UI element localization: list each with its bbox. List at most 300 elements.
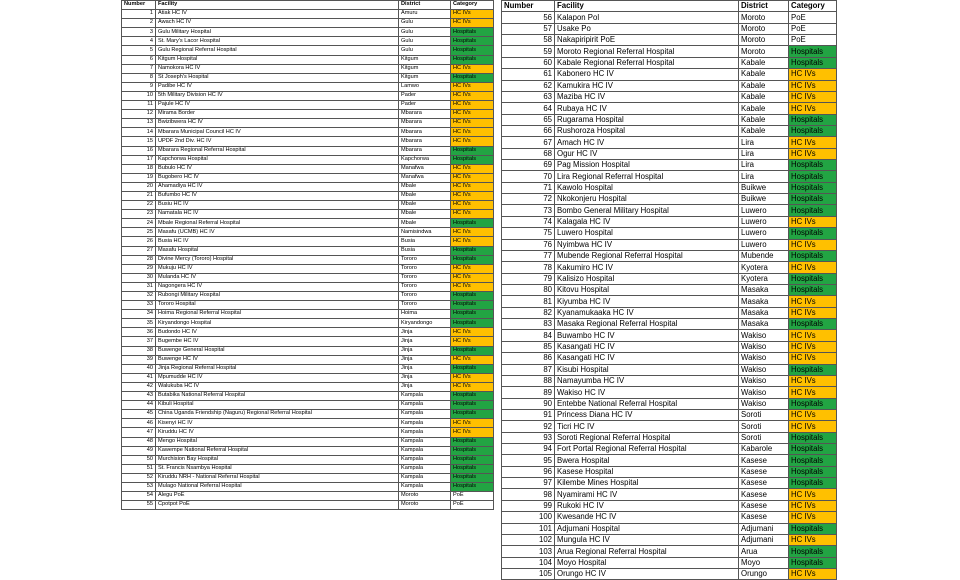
header-category: Category: [451, 1, 494, 10]
cell-facility: Mbarara Regional Referral Hospital: [156, 146, 399, 155]
table-row: [122, 191, 494, 200]
cell-number: 35: [122, 319, 156, 328]
table-row: [502, 182, 837, 193]
cell-district: Mubende: [739, 250, 789, 261]
cell-facility: Alegu PoE: [156, 492, 399, 501]
cell-number: 42: [122, 382, 156, 391]
cell-category: HC IVs: [451, 428, 494, 437]
cell-district: Kasese: [739, 500, 789, 511]
cell-district: Kasese: [739, 455, 789, 466]
table-row: [502, 12, 837, 23]
table-header-row: [122, 1, 494, 10]
cell-category: HC IVs: [451, 382, 494, 391]
cell-category: HC IVs: [789, 409, 837, 420]
cell-category: HC IVs: [789, 239, 837, 250]
cell-facility: Nyimbwa HC IV: [555, 239, 739, 250]
cell-category: HC IVs: [451, 173, 494, 182]
table-row: [122, 37, 494, 46]
table-row: [122, 237, 494, 246]
table-row: [502, 171, 837, 182]
cell-facility: Kakumiro HC IV: [555, 262, 739, 273]
cell-category: HC IVs: [451, 355, 494, 364]
table-row: [122, 255, 494, 264]
cell-facility: Kiruddu HC IV: [156, 428, 399, 437]
cell-facility: Mulago National Referral Hospital: [156, 482, 399, 491]
cell-category: HC IVs: [789, 568, 837, 579]
table-row: [502, 35, 837, 46]
cell-category: HC IVs: [789, 421, 837, 432]
cell-category: HC IVs: [789, 307, 837, 318]
cell-district: Lira: [739, 137, 789, 148]
cell-number: 98: [502, 489, 555, 500]
cell-number: 61: [502, 69, 555, 80]
cell-district: Moroto: [399, 492, 451, 501]
cell-number: 31: [122, 282, 156, 291]
cell-number: 55: [122, 501, 156, 510]
cell-category: Hospitals: [789, 546, 837, 557]
cell-number: 80: [502, 284, 555, 295]
table-row: [502, 103, 837, 114]
cell-category: Hospitals: [451, 464, 494, 473]
cell-facility: Bufumbo HC IV: [156, 191, 399, 200]
cell-facility: Soroti Regional Referral Hospital: [555, 432, 739, 443]
cell-category: Hospitals: [789, 319, 837, 330]
header-number: Number: [122, 1, 156, 10]
cell-category: HC IVs: [789, 534, 837, 545]
cell-district: Mbale: [399, 191, 451, 200]
cell-district: Mbale: [399, 182, 451, 191]
cell-district: Mbale: [399, 210, 451, 219]
cell-facility: Wakiso HC IV: [555, 387, 739, 398]
table-row: [502, 46, 837, 57]
cell-facility: Bubulo HC IV: [156, 164, 399, 173]
cell-number: 9: [122, 82, 156, 91]
table-row: [122, 337, 494, 346]
table-row: [502, 319, 837, 330]
cell-facility: Buwenge General Hospital: [156, 346, 399, 355]
cell-category: Hospitals: [789, 284, 837, 295]
cell-number: 60: [502, 57, 555, 68]
cell-facility: Bombo General Military Hospital: [555, 205, 739, 216]
table-row: [502, 216, 837, 227]
cell-district: Tororo: [399, 255, 451, 264]
cell-number: 27: [122, 246, 156, 255]
cell-number: 93: [502, 432, 555, 443]
cell-facility: Kasese Hospital: [555, 466, 739, 477]
cell-number: 24: [122, 219, 156, 228]
cell-district: Namisindwa: [399, 228, 451, 237]
facility-table-left: [121, 0, 494, 510]
cell-facility: Masafu (UCMB) HC IV: [156, 228, 399, 237]
cell-number: 23: [122, 210, 156, 219]
table-row: [122, 101, 494, 110]
cell-number: 105: [502, 568, 555, 579]
table-row: [122, 319, 494, 328]
table-row: [122, 182, 494, 191]
cell-category: HC IVs: [789, 353, 837, 364]
table-header-row: [502, 1, 837, 12]
cell-facility: Nkokonjeru Hospital: [555, 194, 739, 205]
cell-category: PoE: [451, 492, 494, 501]
cell-category: HC IVs: [451, 228, 494, 237]
cell-facility: Gulu Military Hospital: [156, 28, 399, 37]
cell-district: Jinja: [399, 337, 451, 346]
cell-number: 97: [502, 478, 555, 489]
cell-facility: Butabika National Referral Hospital: [156, 392, 399, 401]
cell-facility: Kalisizo Hospital: [555, 273, 739, 284]
cell-facility: Bugembe HC IV: [156, 337, 399, 346]
table-row: [502, 80, 837, 91]
cell-category: Hospitals: [451, 73, 494, 82]
cell-category: Hospitals: [789, 398, 837, 409]
cell-facility: Walukuba HC IV: [156, 382, 399, 391]
cell-category: HC IVs: [789, 137, 837, 148]
header-facility: Facility: [555, 1, 739, 12]
cell-facility: Namatala HC IV: [156, 210, 399, 219]
cell-facility: Arua Regional Referral Hospital: [555, 546, 739, 557]
cell-category: HC IVs: [789, 375, 837, 386]
cell-number: 22: [122, 201, 156, 210]
cell-facility: Rubongi Military Hospital: [156, 292, 399, 301]
cell-district: Gulu: [399, 28, 451, 37]
cell-district: Kampala: [399, 464, 451, 473]
table-row: [122, 301, 494, 310]
cell-category: PoE: [789, 12, 837, 23]
cell-district: Jinja: [399, 382, 451, 391]
cell-number: 58: [502, 35, 555, 46]
cell-district: Busia: [399, 237, 451, 246]
cell-district: Wakiso: [739, 375, 789, 386]
cell-facility: Tororo Hospital: [156, 301, 399, 310]
table-row: [502, 489, 837, 500]
table-row: [502, 466, 837, 477]
table-row: [122, 473, 494, 482]
table-body-left: [122, 10, 494, 510]
cell-category: HC IVs: [451, 373, 494, 382]
cell-facility: Kitgum Hospital: [156, 55, 399, 64]
cell-district: Wakiso: [739, 364, 789, 375]
cell-number: 6: [122, 55, 156, 64]
cell-facility: Gulu Regional Referral Hospital: [156, 46, 399, 55]
cell-number: 103: [502, 546, 555, 557]
cell-district: Wakiso: [739, 387, 789, 398]
cell-category: Hospitals: [451, 319, 494, 328]
cell-district: Luwero: [739, 205, 789, 216]
table-row: [122, 492, 494, 501]
table-row: [122, 128, 494, 137]
cell-district: Adjumani: [739, 534, 789, 545]
table-row: [502, 160, 837, 171]
table-row: [502, 57, 837, 68]
table-row: [122, 392, 494, 401]
table-row: [502, 114, 837, 125]
cell-category: Hospitals: [451, 146, 494, 155]
table-row: [122, 173, 494, 182]
cell-facility: Masafu Hospital: [156, 246, 399, 255]
cell-category: Hospitals: [789, 273, 837, 284]
cell-facility: Busiu HC IV: [156, 201, 399, 210]
table-row: [122, 401, 494, 410]
cell-district: Kitgum: [399, 55, 451, 64]
cell-number: 52: [122, 473, 156, 482]
cell-number: 29: [122, 264, 156, 273]
cell-category: HC IVs: [451, 273, 494, 282]
cell-facility: Mungula HC IV: [555, 534, 739, 545]
cell-number: 32: [122, 292, 156, 301]
cell-category: HC IVs: [451, 137, 494, 146]
cell-category: HC IVs: [789, 489, 837, 500]
cell-number: 68: [502, 148, 555, 159]
cell-district: Jinja: [399, 373, 451, 382]
cell-category: HC IVs: [451, 419, 494, 428]
cell-number: 4: [122, 37, 156, 46]
cell-facility: Awach HC IV: [156, 19, 399, 28]
table-row: [502, 284, 837, 295]
cell-facility: Atiak HC IV: [156, 10, 399, 19]
cell-category: Hospitals: [451, 292, 494, 301]
cell-category: Hospitals: [789, 125, 837, 136]
cell-district: Kitgum: [399, 64, 451, 73]
cell-category: Hospitals: [789, 160, 837, 171]
table-body-right: [502, 12, 837, 580]
header-number: Number: [502, 1, 555, 12]
table-row: [122, 419, 494, 428]
cell-number: 65: [502, 114, 555, 125]
cell-district: Kampala: [399, 419, 451, 428]
cell-number: 51: [122, 464, 156, 473]
table-row: [502, 557, 837, 568]
cell-number: 38: [122, 346, 156, 355]
cell-district: Jinja: [399, 346, 451, 355]
cell-district: Moyo: [739, 557, 789, 568]
table-row: [122, 410, 494, 419]
table-row: [502, 341, 837, 352]
header-district: District: [739, 1, 789, 12]
cell-number: 72: [502, 194, 555, 205]
cell-number: 26: [122, 237, 156, 246]
cell-number: 66: [502, 125, 555, 136]
cell-district: Amuru: [399, 10, 451, 19]
cell-district: Kabale: [739, 125, 789, 136]
cell-number: 49: [122, 446, 156, 455]
table-row: [122, 210, 494, 219]
cell-number: 73: [502, 205, 555, 216]
cell-number: 70: [502, 171, 555, 182]
cell-district: Arua: [739, 546, 789, 557]
cell-district: Lira: [739, 171, 789, 182]
cell-facility: Bugobero HC IV: [156, 173, 399, 182]
cell-category: HC IVs: [451, 191, 494, 200]
cell-district: Soroti: [739, 421, 789, 432]
table-row: [122, 464, 494, 473]
cell-facility: St Joseph's Hospital: [156, 73, 399, 82]
cell-number: 100: [502, 512, 555, 523]
cell-district: Tororo: [399, 264, 451, 273]
cell-district: Moroto: [739, 35, 789, 46]
cell-district: Moroto: [739, 12, 789, 23]
cell-category: HC IVs: [451, 19, 494, 28]
cell-number: 50: [122, 455, 156, 464]
cell-district: Kabale: [739, 114, 789, 125]
cell-district: Wakiso: [739, 353, 789, 364]
cell-district: Gulu: [399, 46, 451, 55]
cell-number: 15: [122, 137, 156, 146]
cell-number: 11: [122, 101, 156, 110]
table-row: [122, 264, 494, 273]
cell-facility: Kibuli Hospital: [156, 401, 399, 410]
cell-category: Hospitals: [789, 46, 837, 57]
cell-category: Hospitals: [789, 194, 837, 205]
cell-district: Kampala: [399, 473, 451, 482]
cell-facility: Luwero Hospital: [555, 228, 739, 239]
cell-number: 77: [502, 250, 555, 261]
cell-facility: China Uganda Friendship (Naguru) Regional Referral Hospital: [156, 410, 399, 419]
cell-number: 95: [502, 455, 555, 466]
table-row: [502, 432, 837, 443]
cell-facility: Mulanda HC IV: [156, 273, 399, 282]
cell-number: 45: [122, 410, 156, 419]
cell-number: 82: [502, 307, 555, 318]
cell-category: HC IVs: [789, 296, 837, 307]
cell-category: Hospitals: [789, 228, 837, 239]
cell-number: 67: [502, 137, 555, 148]
cell-facility: Kiruddu NRH - National Referral Hospital: [156, 473, 399, 482]
cell-number: 30: [122, 273, 156, 282]
cell-number: 102: [502, 534, 555, 545]
cell-number: 14: [122, 128, 156, 137]
cell-number: 46: [122, 419, 156, 428]
cell-facility: Kiryandongo Hospital: [156, 319, 399, 328]
cell-district: Kyotera: [739, 273, 789, 284]
cell-facility: UPDF 2nd Div. HC IV: [156, 137, 399, 146]
table-row: [502, 364, 837, 375]
cell-facility: Rubaya HC IV: [555, 103, 739, 114]
cell-district: Kampala: [399, 428, 451, 437]
table-row: [122, 219, 494, 228]
cell-facility: Bwera Hospital: [555, 455, 739, 466]
cell-number: 5: [122, 46, 156, 55]
cell-number: 3: [122, 28, 156, 37]
cell-number: 21: [122, 191, 156, 200]
cell-district: Masaka: [739, 307, 789, 318]
cell-number: 104: [502, 557, 555, 568]
cell-facility: Kawolo Hospital: [555, 182, 739, 193]
cell-number: 81: [502, 296, 555, 307]
cell-category: Hospitals: [451, 482, 494, 491]
cell-facility: Mukuju HC IV: [156, 264, 399, 273]
table-row: [122, 73, 494, 82]
cell-number: 54: [122, 492, 156, 501]
cell-district: Mbarara: [399, 137, 451, 146]
cell-number: 64: [502, 103, 555, 114]
cell-district: Wakiso: [739, 330, 789, 341]
cell-district: Kasese: [739, 466, 789, 477]
table-row: [122, 137, 494, 146]
cell-number: 84: [502, 330, 555, 341]
cell-category: HC IVs: [789, 80, 837, 91]
cell-category: HC IVs: [451, 82, 494, 91]
cell-category: HC IVs: [789, 341, 837, 352]
cell-facility: Pajule HC IV: [156, 101, 399, 110]
cell-category: Hospitals: [789, 171, 837, 182]
table-row: [122, 446, 494, 455]
cell-district: Lamwo: [399, 82, 451, 91]
table-row: [122, 364, 494, 373]
cell-facility: Ogur HC IV: [555, 148, 739, 159]
cell-facility: Kisubi Hospital: [555, 364, 739, 375]
cell-category: HC IVs: [451, 128, 494, 137]
cell-category: HC IVs: [789, 387, 837, 398]
cell-number: 57: [502, 23, 555, 34]
cell-district: Luwero: [739, 228, 789, 239]
table-row: [122, 164, 494, 173]
cell-district: Buikwe: [739, 182, 789, 193]
cell-district: Mbale: [399, 219, 451, 228]
cell-district: Masaka: [739, 296, 789, 307]
cell-number: 28: [122, 255, 156, 264]
cell-number: 88: [502, 375, 555, 386]
cell-facility: Kalagala HC IV: [555, 216, 739, 227]
table-row: [122, 310, 494, 319]
table-row: [122, 382, 494, 391]
cell-district: Kampala: [399, 446, 451, 455]
cell-number: 56: [502, 12, 555, 23]
cell-category: Hospitals: [451, 28, 494, 37]
cell-district: Kiryandongo: [399, 319, 451, 328]
cell-facility: Mubende Regional Referral Hospital: [555, 250, 739, 261]
table-row: [122, 328, 494, 337]
cell-category: HC IVs: [451, 110, 494, 119]
table-row: [502, 137, 837, 148]
table-row: [122, 55, 494, 64]
table-row: [502, 546, 837, 557]
cell-category: HC IVs: [789, 216, 837, 227]
cell-category: PoE: [789, 23, 837, 34]
cell-number: 10: [122, 91, 156, 100]
cell-district: Luwero: [739, 239, 789, 250]
cell-category: Hospitals: [451, 246, 494, 255]
cell-category: Hospitals: [789, 250, 837, 261]
cell-number: 71: [502, 182, 555, 193]
table-row: [122, 373, 494, 382]
cell-category: HC IVs: [789, 262, 837, 273]
cell-facility: Princess Diana HC IV: [555, 409, 739, 420]
cell-number: 101: [502, 523, 555, 534]
cell-facility: St. Francis Nsambya Hospital: [156, 464, 399, 473]
cell-district: Kasese: [739, 478, 789, 489]
cell-district: Masaka: [739, 319, 789, 330]
cell-district: Hoima: [399, 310, 451, 319]
table-row: [502, 91, 837, 102]
table-row: [122, 19, 494, 28]
cell-facility: Bwizibwera HC IV: [156, 119, 399, 128]
cell-category: Hospitals: [451, 37, 494, 46]
table-row: [502, 444, 837, 455]
table-row: [122, 428, 494, 437]
cell-district: Kampala: [399, 410, 451, 419]
cell-facility: Rushoroza Hospital: [555, 125, 739, 136]
table-row: [502, 69, 837, 80]
cell-district: Masaka: [739, 284, 789, 295]
table-row: [502, 478, 837, 489]
cell-number: 19: [122, 173, 156, 182]
table-row: [122, 64, 494, 73]
cell-facility: Buwenge HC IV: [156, 355, 399, 364]
table-row: [122, 437, 494, 446]
cell-facility: Kapchorwa Hospital: [156, 155, 399, 164]
cell-category: Hospitals: [451, 346, 494, 355]
cell-district: Kabale: [739, 69, 789, 80]
